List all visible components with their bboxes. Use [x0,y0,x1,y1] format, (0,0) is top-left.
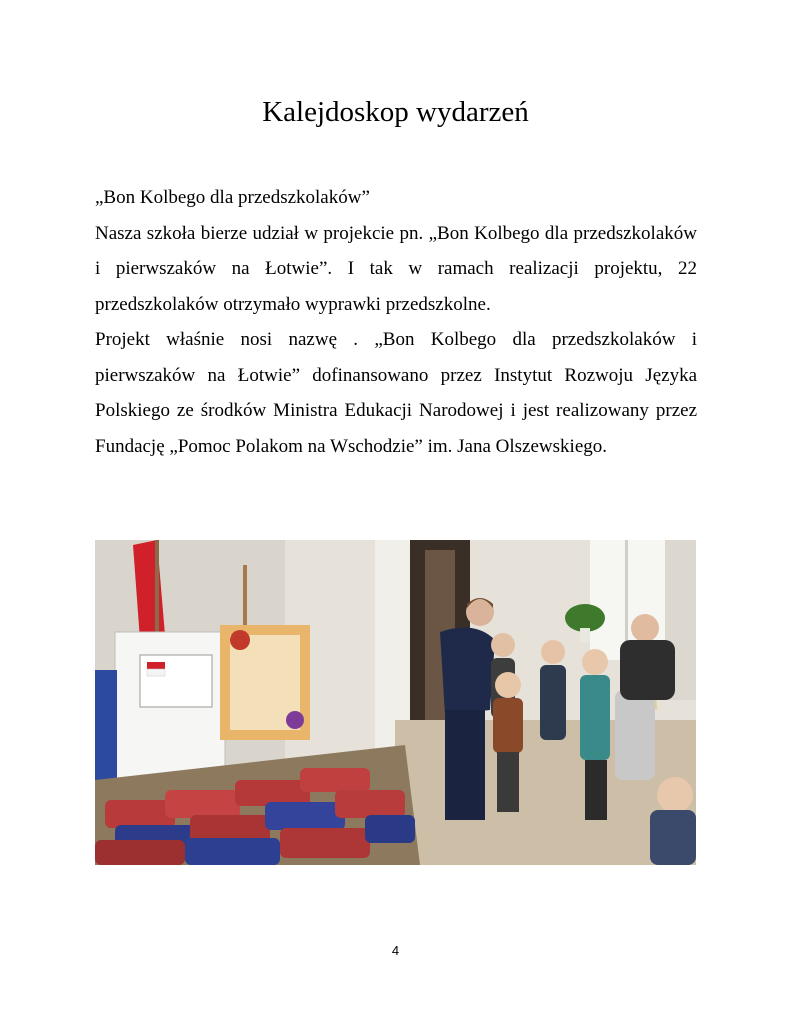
article-paragraph-2: Projekt właśnie nosi nazwę . „Bon Kolbego dla przedszkolaków i pierwszaków na Łotwie” dofinansowano przez Instytut Rozwoju Języka Polskiego ze środków Ministra Edukacji Narodowej i jest realizowany przez Fundację „Pomoc Polakom na Wschodzie” im. Jana Olszewskiego. [95,329,697,457]
article-heading: „Bon Kolbego dla przedszkolaków” [95,187,370,208]
page-title: Kalejdoskop wydarzeń [262,96,529,128]
article-paragraph-1: Nasza szkoła bierze udział w projekcie pn. „Bon Kolbego dla przedszkolaków i pierwszaków na Łotwie”. I tak w ramach realizacji projektu, 22 przedszkolaków otrzymało wyprawki przedszkolne. [95,222,697,315]
event-photo [95,540,696,865]
article [95,180,697,464]
page-number: 4 [391,943,400,958]
photo-plant [565,604,605,632]
